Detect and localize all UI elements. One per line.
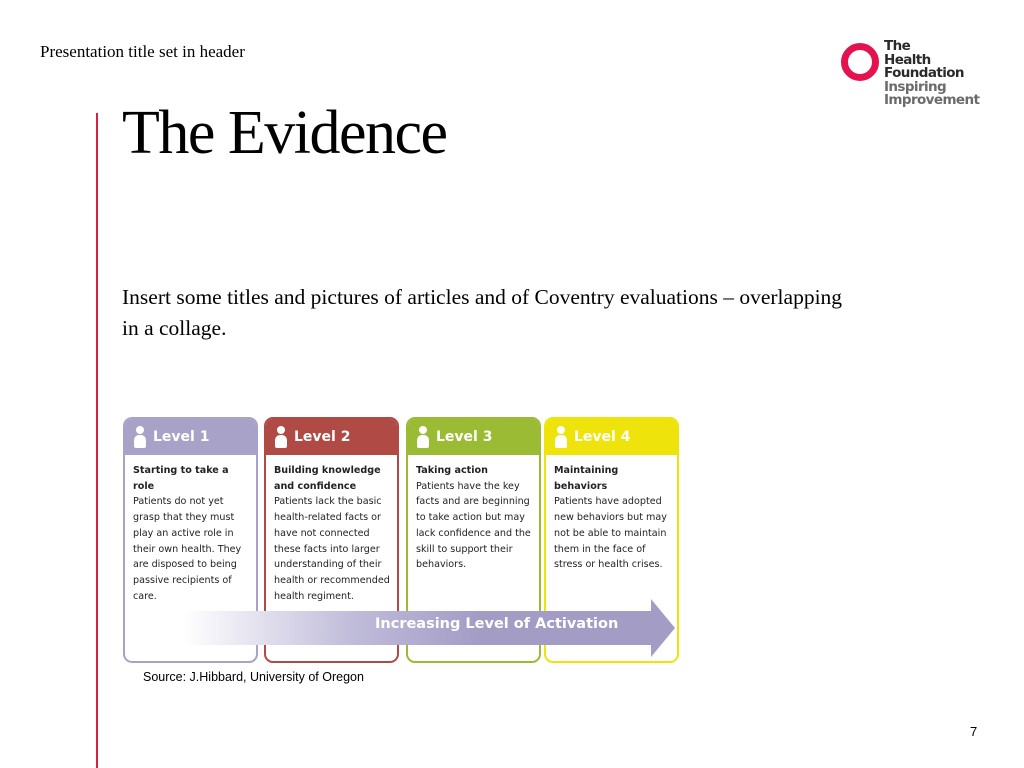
- logo-line: Improvement: [884, 92, 980, 108]
- level-label: Level 1: [153, 429, 210, 445]
- level-card-body: [546, 455, 677, 573]
- logo-ring-icon: [841, 43, 879, 81]
- logo-line: Inspiring: [884, 78, 947, 95]
- level-card-body: [125, 455, 256, 604]
- logo-line: Foundation: [884, 65, 964, 81]
- level-description: Patients have the key facts and are beginning to take action but may lack confidence and the skill to support their behaviors.: [416, 480, 531, 571]
- level-subtitle: Starting to take a role: [133, 465, 229, 492]
- logo-line: The: [884, 38, 911, 54]
- slide-body-text: Insert some titles and pictures of articles and of Coventry evaluations – overlapping in a collage.: [122, 285, 843, 340]
- logo-text: [884, 40, 979, 108]
- level-label: Level 2: [294, 429, 351, 445]
- health-foundation-logo: [841, 40, 986, 112]
- level-card-header: [546, 419, 677, 455]
- level-description: Patients have adopted new behaviors but may not be able to maintain them in the face of stress or health crises.: [554, 496, 667, 571]
- level-card-body: [266, 455, 397, 604]
- logo-line: Health: [884, 51, 931, 68]
- level-description: Patients do not yet grasp that they must play an active role in their own health. They are disposed to being passive recipients of care.: [133, 496, 242, 602]
- level-subtitle: Taking action: [416, 465, 488, 476]
- source-caption: Source: J.Hibbard, University of Oregon: [143, 670, 364, 684]
- person-icon: [134, 426, 146, 448]
- person-icon: [555, 426, 567, 448]
- level-subtitle: Maintaining behaviors: [554, 465, 619, 492]
- level-label: Level 3: [436, 429, 493, 445]
- level-card-body: [408, 455, 539, 573]
- level-card-header: [408, 419, 539, 455]
- vertical-divider: [96, 113, 98, 768]
- level-description: Patients lack the basic health-related facts or have not connected these facts into larger understanding of their health or recommended health regiment.: [274, 496, 390, 602]
- page-number: 7: [970, 724, 978, 739]
- activation-levels-diagram: [123, 417, 685, 665]
- person-icon: [417, 426, 429, 448]
- level-card-header: [266, 419, 397, 455]
- header-title: Presentation title set in header: [40, 42, 245, 61]
- slide-title: The Evidence: [122, 99, 447, 167]
- level-card-header: [125, 419, 256, 455]
- level-subtitle: Building knowledge and confidence: [274, 465, 381, 492]
- person-icon: [275, 426, 287, 448]
- arrow-label: Increasing Level of Activation: [375, 616, 619, 632]
- level-label: Level 4: [574, 429, 631, 445]
